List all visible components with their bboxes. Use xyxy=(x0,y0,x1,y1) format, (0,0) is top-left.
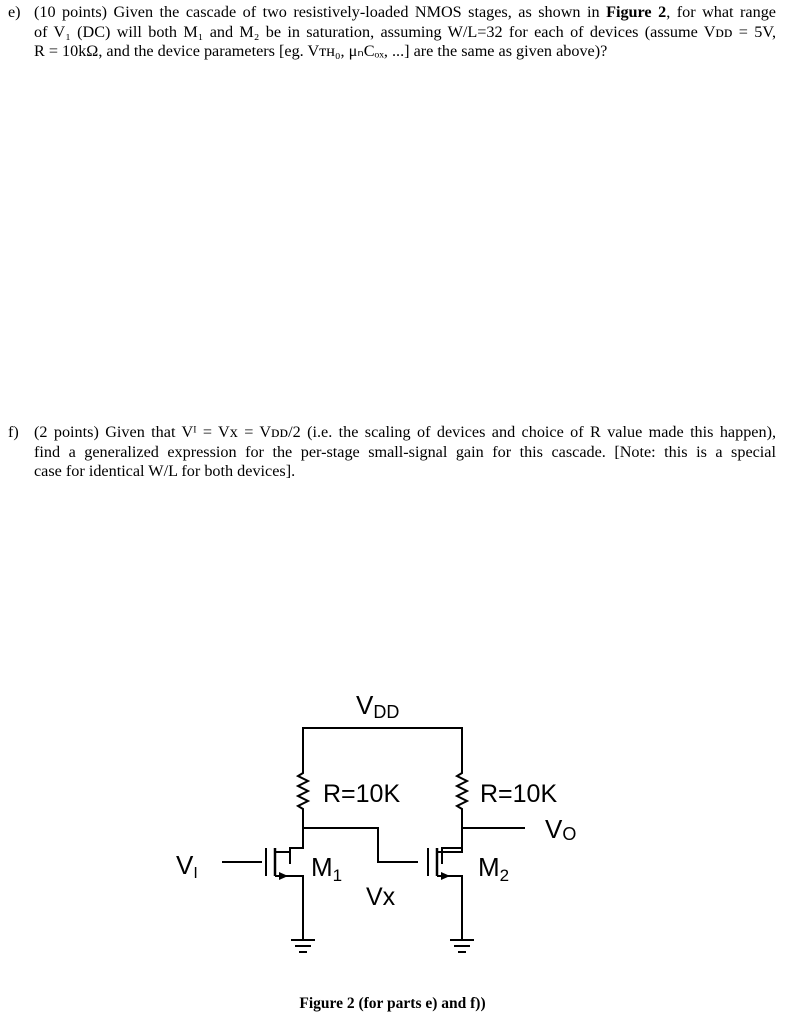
resistor-2 xyxy=(457,755,467,828)
m2-source-arrow xyxy=(441,872,450,880)
question-f-points: (2 points) xyxy=(34,423,99,441)
ground-1 xyxy=(291,940,315,952)
m1-source-arrow xyxy=(279,872,288,880)
m1-source xyxy=(275,876,303,940)
m1-label: M1 xyxy=(311,852,343,885)
figure-caption: Figure 2 (for parts e) and f)) xyxy=(299,995,486,1012)
vdd-label: VDD xyxy=(356,690,400,722)
question-e-line-1: (10 points) Given the cascade of two resistively-loaded NMOS stages, as shown in Figure 2, for what range xyxy=(34,3,776,21)
figure-reference: Figure 2 xyxy=(606,3,667,21)
m2-source xyxy=(437,876,462,940)
m1-drain-wire xyxy=(290,828,303,864)
vdd-rail xyxy=(303,728,462,755)
m2-label: M2 xyxy=(478,852,510,885)
question-f-line-3: case for identical W/L for both devices]. xyxy=(34,462,296,480)
question-e-points: (10 points) xyxy=(34,3,108,21)
vo-label: VO xyxy=(545,814,577,844)
question-e-label: e) xyxy=(8,3,21,21)
r1-label: R=10K xyxy=(323,780,401,808)
r2-label: R=10K xyxy=(480,780,558,808)
question-e-line-3: R = 10kΩ, and the device parameters [eg. Vᴛʜ₀, μₙCₒₓ, ...] are the same as given above)? xyxy=(34,42,608,60)
resistor-1 xyxy=(298,755,308,828)
question-f-line-2: find a generalized expression for the per-stage small-signal gain for this cascade. [Note: this is a special xyxy=(34,442,776,461)
question-f-line-1: (2 points) Given that Vᴵ = Vx = Vᴅᴅ/2 (i.e. the scaling of devices and choice of R value made this happen), xyxy=(34,423,777,441)
ground-2 xyxy=(450,940,474,952)
question-e-line-2: of V₁ (DC) will both M₁ and M₂ be in saturation, assuming W/L=32 for each of devices (assume Vᴅᴅ = 5V, xyxy=(34,22,776,41)
vi-label: VI xyxy=(176,850,198,882)
question-f-label: f) xyxy=(8,423,19,441)
m2-drain-wire xyxy=(442,828,462,864)
m1-drain xyxy=(275,848,290,852)
vx-label: Vx xyxy=(366,883,396,911)
